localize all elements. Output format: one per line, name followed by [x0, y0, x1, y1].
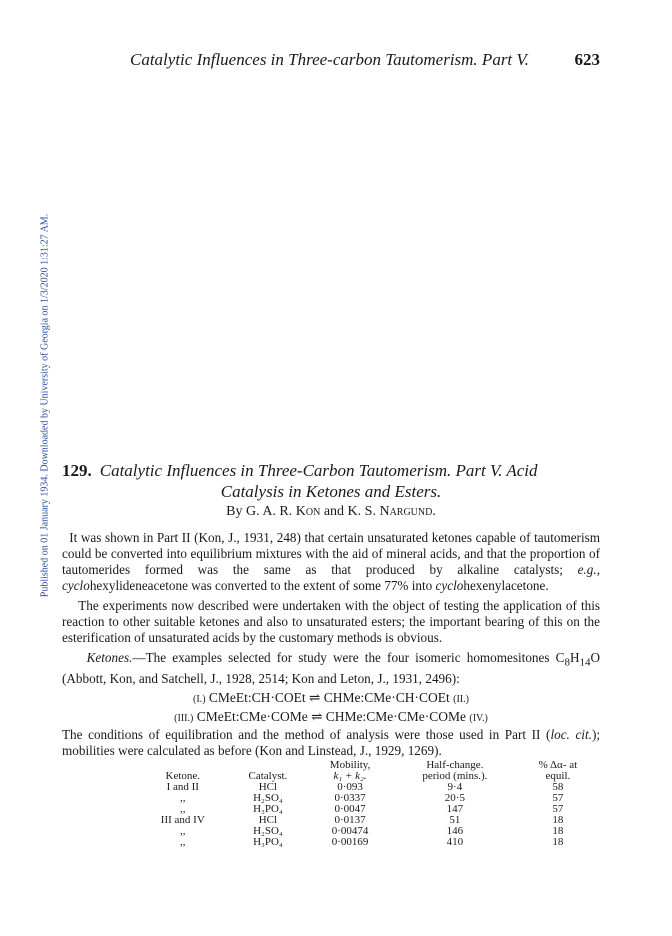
cell-ketone: ,, — [180, 836, 186, 848]
table-row — [138, 815, 598, 826]
paragraph-intro — [62, 530, 600, 594]
cell-equil: 57 — [552, 792, 564, 804]
table-row — [138, 804, 598, 815]
p4-text-b: ); mobilities were calculated as before (Kon and Linstead, J., 1929, 1269). — [62, 727, 600, 758]
col-equil — [518, 760, 598, 782]
col-equil-l2: equil. — [545, 770, 571, 782]
cell-mobility: 0·00169 — [331, 836, 369, 848]
paragraph-experiments — [62, 598, 600, 646]
eq1-lhs: CMeEt:CH·COEt — [208, 690, 306, 705]
cell-mobility: 0·0137 — [334, 814, 366, 826]
col-half-l2: period (mins.). — [422, 770, 488, 782]
eq1-rhs: CHMe:CMe·CH·COEt — [323, 690, 450, 705]
eq2-arrow: ⇌ — [311, 709, 323, 724]
author-kon: Kon — [295, 504, 321, 519]
article-number: 129. — [62, 461, 92, 480]
eq2-label-right: (IV.) — [469, 713, 488, 724]
cell-half: 20·5 — [444, 792, 465, 804]
p3-text-b: O (Abbott, Kon, and Satchell, J., 1928, 2514; Kon and Leton, J., 1931, 2496): — [62, 650, 601, 686]
article-title — [62, 460, 600, 502]
table-header-row — [138, 760, 598, 782]
col-mobility-l2: k₁ + k₂. — [333, 770, 367, 782]
title-line-2: Catalysis in Ketones and Esters. — [220, 482, 442, 501]
p3-h: H — [569, 650, 580, 665]
p2-text: The experiments now described were undertaken with the object of testing the application of this reaction to other suitable ketones and also to unsaturated esters; the important bearing of this on the esterification of unsaturated acids by the customary methods is obvious. — [62, 598, 601, 645]
page-number: 623 — [574, 50, 600, 69]
p3-sub-8: 8 — [564, 656, 570, 669]
mobility-table — [138, 760, 598, 848]
cell-catalyst: H₃PO₄ — [253, 803, 283, 815]
cell-catalyst: H₃PO₄ — [253, 836, 283, 848]
cell-half: 146 — [446, 825, 464, 837]
title-line-1: Catalytic Influences in Three-Carbon Tautomerism. Part V. Acid — [99, 461, 538, 480]
cell-equil: 18 — [552, 814, 564, 826]
cell-catalyst: HCl — [258, 814, 278, 826]
eq2-rhs: CHMe:CMe·CMe·COMe — [325, 709, 467, 724]
p1-cyclo: cyclo — [435, 578, 464, 593]
authors-prefix: By G. A. R. — [226, 504, 293, 519]
p1-text-b: hexylideneacetone was converted to the extent of some 77% into — [89, 578, 436, 593]
col-catalyst-label: Catalyst. — [248, 770, 288, 782]
col-half-change — [392, 760, 518, 782]
cell-ketone: III and IV — [160, 814, 205, 826]
cell-half: 147 — [446, 803, 464, 815]
table-row — [138, 793, 598, 804]
col-mobility-l1: Mobility, — [329, 759, 371, 771]
equation-2 — [62, 709, 600, 725]
p3-text-a: —The examples selected for study were the four isomeric homomesitones C — [132, 650, 565, 665]
cell-equil: 18 — [552, 825, 564, 837]
equation-1 — [62, 690, 600, 706]
eq1-label-right: (II.) — [453, 694, 469, 705]
cell-ketone: ,, — [180, 825, 186, 837]
cell-mobility: 0·00474 — [331, 825, 369, 837]
eq1-label-left: (I.) — [193, 694, 206, 705]
col-equil-l1: % Δα- at — [538, 759, 578, 771]
table-row — [138, 782, 598, 793]
cell-mobility: 0·0047 — [334, 803, 366, 815]
col-catalyst — [228, 760, 309, 782]
table-row — [138, 826, 598, 837]
eq1-arrow: ⇌ — [309, 690, 321, 705]
authors — [62, 504, 600, 520]
running-title: Catalytic Influences in Three-carbon Tautomerism. Part V. — [130, 50, 529, 69]
p1-text-c: hexenylacetone. — [463, 578, 549, 593]
author-nargund: Nargund. — [379, 504, 436, 519]
cell-catalyst: H₂SO₄ — [253, 825, 283, 837]
authors-mid: and K. S. — [323, 504, 376, 519]
cell-ketone: ,, — [180, 792, 186, 804]
col-ketone — [138, 760, 228, 782]
cell-ketone: ,, — [180, 803, 186, 815]
paragraph-ketones — [62, 650, 600, 687]
section-head-ketones: Ketones. — [86, 650, 133, 665]
col-half-l1: Half-change. — [426, 759, 484, 771]
p3-sub-14: 14 — [579, 656, 591, 669]
cell-mobility: 0·093 — [337, 781, 363, 793]
cell-catalyst: HCl — [258, 781, 278, 793]
cell-half: 410 — [446, 836, 464, 848]
cell-half: 51 — [449, 814, 461, 826]
cell-equil: 18 — [552, 836, 564, 848]
publication-note[interactable]: Published on 01 January 1934. Downloaded by University of Georgia on 1/3/2020 1:31:27 AM. — [39, 213, 51, 598]
eq2-lhs: CMeEt:CMe·COMe — [196, 709, 308, 724]
table-row — [138, 837, 598, 848]
p1-text-a: It was shown in Part II (Kon, J., 1931, 248) that certain unsaturated ketones capable of tautomerism could be converted into equilibrium mixtures with the aid of mineral acids, and that the proportion of tautomerides formed was the same as that produced by alkaline catalysts; — [62, 530, 601, 577]
paragraph-conditions — [62, 727, 600, 759]
cell-equil: 58 — [552, 781, 564, 793]
cell-mobility: 0·0337 — [334, 792, 366, 804]
p4-text-a: The conditions of equilibration and the method of analysis were those used in Part II ( — [62, 727, 551, 742]
cell-half: 9·4 — [447, 781, 463, 793]
running-header — [130, 50, 600, 70]
p4-loc-cit: loc. cit. — [550, 727, 592, 742]
p1-eg: e.g., cyclo — [62, 562, 600, 593]
col-ketone-label: Ketone. — [165, 770, 201, 782]
cell-equil: 57 — [552, 803, 564, 815]
eq2-label-left: (III.) — [174, 713, 194, 724]
col-mobility — [308, 760, 392, 782]
cell-catalyst: H₂SO₄ — [253, 792, 283, 804]
cell-ketone: I and II — [166, 781, 199, 793]
